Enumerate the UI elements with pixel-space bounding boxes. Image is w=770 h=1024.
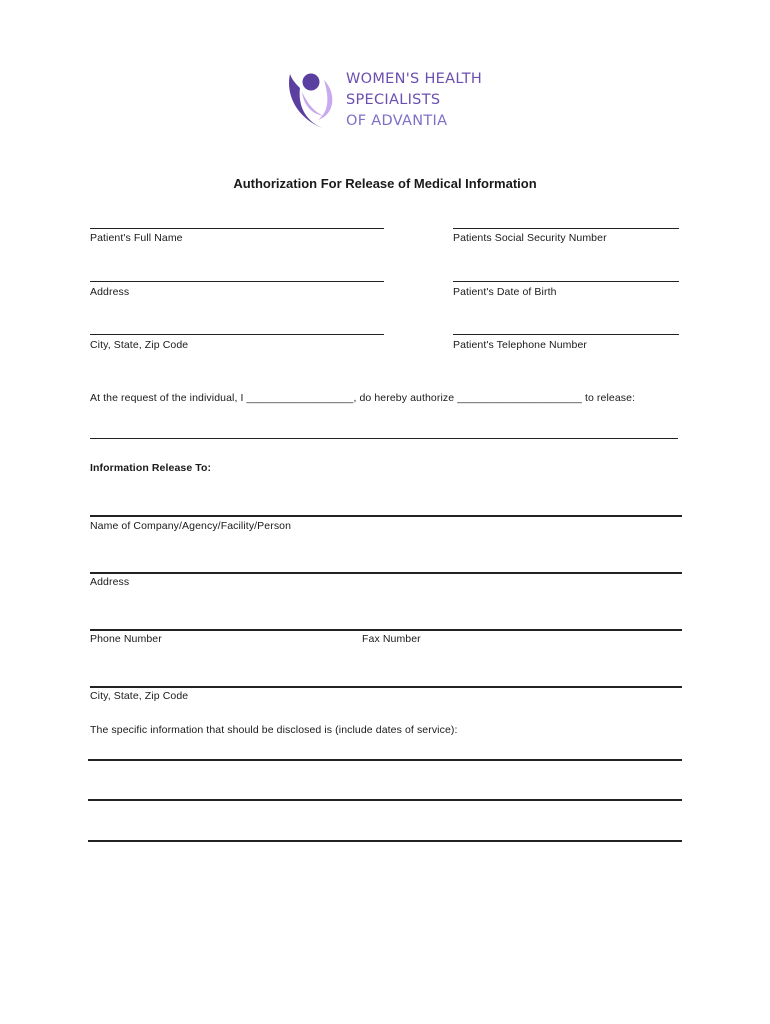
release-address-line[interactable] xyxy=(90,572,682,574)
logo xyxy=(284,70,494,134)
dob-label: Patient's Date of Birth xyxy=(453,286,557,298)
address-line[interactable] xyxy=(90,281,384,282)
release-to-heading: Information Release To: xyxy=(90,462,212,474)
disclosure-line-2[interactable] xyxy=(88,799,682,801)
city-line[interactable] xyxy=(90,334,384,335)
disclosure-line-3[interactable] xyxy=(88,840,682,842)
logo-mark-icon xyxy=(284,70,340,132)
dob-line[interactable] xyxy=(453,281,679,282)
phone-fax-line[interactable] xyxy=(90,629,682,631)
phone-label: Phone Number xyxy=(90,633,162,645)
logo-line-1: WOMEN'S HEALTH xyxy=(346,71,483,87)
company-line[interactable] xyxy=(90,515,682,517)
logo-line-3: OF ADVANTIA xyxy=(346,113,448,129)
disclosure-prompt: The specific information that should be disclosed is (include dates of service): xyxy=(90,724,458,736)
telephone-label: Patient's Telephone Number xyxy=(453,339,587,351)
company-label: Name of Company/Agency/Facility/Person xyxy=(90,520,292,532)
address-label: Address xyxy=(90,286,130,298)
authorization-sentence: At the request of the individual, I __________________, do hereby authorize _____________________ to release: xyxy=(90,392,636,404)
ssn-line[interactable] xyxy=(453,228,679,229)
full-name-label: Patient's Full Name xyxy=(90,232,183,244)
disclosure-line-1[interactable] xyxy=(88,759,682,761)
form-title: Authorization For Release of Medical Information xyxy=(233,176,537,191)
release-address-label: Address xyxy=(90,576,130,588)
ssn-label: Patients Social Security Number xyxy=(453,232,607,244)
city-label: City, State, Zip Code xyxy=(90,339,189,351)
logo-line-2: SPECIALISTS xyxy=(346,92,441,108)
fax-label: Fax Number xyxy=(362,633,421,645)
release-details-line[interactable] xyxy=(90,438,678,439)
release-city-label: City, State, Zip Code xyxy=(90,690,189,702)
full-name-line[interactable] xyxy=(90,228,384,229)
telephone-line[interactable] xyxy=(453,334,679,335)
release-city-line[interactable] xyxy=(90,686,682,688)
